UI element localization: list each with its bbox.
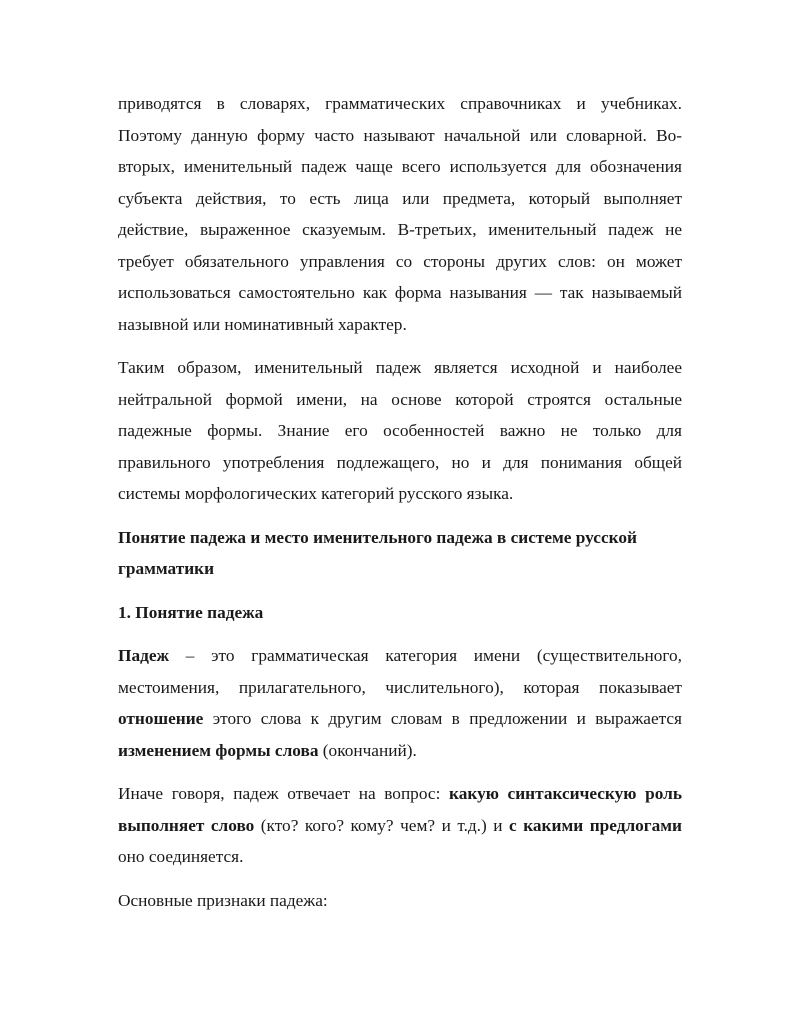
paragraph-features-intro: Основные признаки падежа: [118, 890, 328, 910]
section-heading: Понятие падежа и место именительного падежа в системе русской грамматики [118, 527, 637, 578]
paragraph-in-other-words [118, 778, 682, 873]
paragraph-case-definition [118, 640, 682, 766]
term-case: Падеж [118, 646, 170, 665]
otherwise-bold-prepositions: с какими предлогами [509, 815, 682, 835]
definition-bold-relation: отношение [118, 709, 204, 728]
paragraph-nominative-features: приводятся в словарях, грамматических справочниках и учебниках. Поэтому данную форму часто называют начальной или словарной. Во-вторых, именительный падеж чаще всего используется для обозначения субъекта действия, то есть лица или предмета, который выполняет действие, выраженное сказуемым. В-третьих, именительный падеж не требует обязательного управления со стороны других слов: он может использоваться самостоятельно как форма называния — так называемый назывной или номинативный характер. [118, 94, 682, 334]
definition-bold-form-change: изменением формы слова [118, 740, 319, 760]
otherwise-text-3: оно соединяется. [118, 847, 244, 866]
paragraph-conclusion: Таким образом, именительный падеж является исходной и наиболее нейтральной формой имени, на основе которой строятся остальные падежные формы. Знание его особенностей важно не только для правильного употребления подлежащего, но и для понимания общей системы морфологических категорий русского языка. [118, 358, 682, 503]
otherwise-bold-role: какую синтаксическую роль выполняет слово [118, 784, 682, 835]
otherwise-text-2: (кто? кого? кому? чем? и т.д.) и [254, 815, 510, 835]
definition-text-1: – это грамматическая категория имени (существительного, местоимения, прилагательного, числительного), которая показывает [118, 646, 682, 697]
definition-text-2: этого слова к другим словам в предложении и выражается [203, 709, 682, 728]
subsection-heading: 1. Понятие падежа [118, 602, 264, 622]
document-page [118, 88, 682, 928]
definition-text-3: (окончаний). [318, 740, 417, 760]
otherwise-text-1: Иначе говоря, падеж отвечает на вопрос: [118, 784, 450, 803]
